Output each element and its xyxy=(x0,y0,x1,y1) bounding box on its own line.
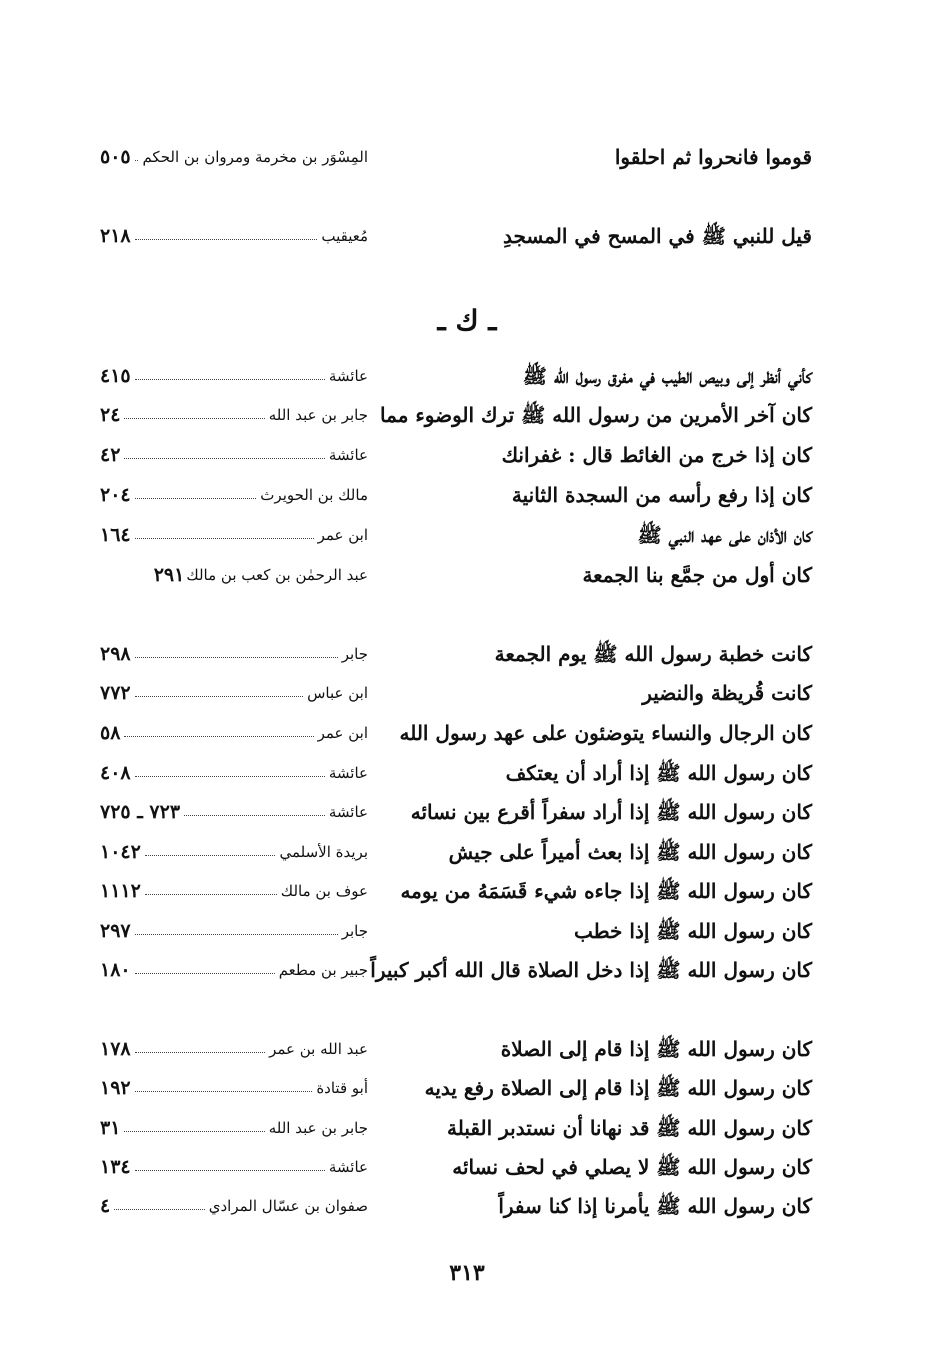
dot-leader xyxy=(145,894,277,895)
index-entry xyxy=(100,558,812,592)
narrator-name: عائشة xyxy=(328,367,368,385)
dot-leader xyxy=(135,973,275,974)
entry-reference xyxy=(100,953,368,987)
page-ref: ٤١٥ xyxy=(100,365,131,387)
dot-leader xyxy=(135,1091,313,1092)
page-number: ٣١٣ xyxy=(449,1260,485,1286)
dot-leader xyxy=(135,1052,265,1053)
hadith-text: كان الأذان على عهد النبي ﷺ xyxy=(637,523,812,547)
hadith-text: كان إذا خرج من الغائط قال : غفرانك xyxy=(501,443,812,467)
index-entry xyxy=(100,637,812,671)
index-entry xyxy=(100,1150,812,1184)
entry-reference xyxy=(100,756,368,790)
entry-reference xyxy=(100,558,368,592)
hadith-text: كان رسول الله ﷺ إذا أراد سفراً أقرع بين نسائه xyxy=(410,800,812,824)
index-entry xyxy=(100,1032,812,1066)
page-ref: ٢٤ xyxy=(100,404,121,426)
dot-leader xyxy=(135,160,139,161)
page-ref: ١٦٤ xyxy=(100,524,131,546)
narrator-name: عائشة xyxy=(328,803,368,821)
dot-leader xyxy=(135,934,338,935)
page-ref: ٣١ xyxy=(100,1117,121,1139)
index-entry xyxy=(100,359,812,393)
narrator-name: المِسْوَر بن مخرمة ومروان بن الحكم xyxy=(142,148,368,166)
entry-reference xyxy=(100,914,368,948)
entry-reference xyxy=(100,140,368,174)
index-entry xyxy=(100,676,812,710)
narrator-name: جابر xyxy=(341,922,368,940)
index-entry xyxy=(100,953,812,987)
index-entry xyxy=(100,518,812,552)
hadith-text: كانت قُريظة والنضير xyxy=(642,681,812,705)
index-entry xyxy=(100,716,812,750)
narrator-name: جابر xyxy=(341,645,368,663)
page-ref: ٧٢٣ ـ ٧٢٥ xyxy=(100,801,181,823)
page-ref: ٥٠٥ xyxy=(100,146,131,168)
hadith-text: كان رسول الله ﷺ إذا دخل الصلاة قال الله أكبر كبيراً xyxy=(370,958,812,982)
narrator-name: ابن عمر xyxy=(317,724,368,742)
index-entry xyxy=(100,398,812,432)
hadith-text: قيل للنبي ﷺ في المسح في المسجدِ xyxy=(502,224,812,248)
narrator-name: مُعيقيب xyxy=(321,227,368,245)
dot-leader xyxy=(135,379,325,380)
dot-leader xyxy=(135,776,325,777)
section-letter-heading: ـ ك ـ xyxy=(437,304,497,337)
narrator-name: جبير بن مطعم xyxy=(278,961,368,979)
dot-leader xyxy=(124,736,313,737)
entry-reference xyxy=(100,359,368,393)
narrator-name: بريدة الأسلمي xyxy=(279,843,368,861)
narrator-name: عائشة xyxy=(328,1158,368,1176)
page-ref: ٢١٨ xyxy=(100,225,131,247)
dot-leader xyxy=(124,458,324,459)
dot-leader xyxy=(135,498,257,499)
page-ref: ٤٠٨ xyxy=(100,762,131,784)
hadith-text: كان رسول الله ﷺ يأمرنا إذا كنا سفراً xyxy=(498,1194,812,1218)
dot-leader xyxy=(135,239,318,240)
entry-reference xyxy=(100,676,368,710)
entry-reference xyxy=(100,219,368,253)
hadith-text: كان رسول الله ﷺ إذا جاءه شيء قَسَمَهُ من يومه xyxy=(400,879,812,903)
hadith-text: كان آخر الأمرين من رسول الله ﷺ ترك الوضوء مما xyxy=(380,403,812,427)
index-entry xyxy=(100,140,812,174)
page-ref: ١٩٢ xyxy=(100,1077,131,1099)
hadith-text: كأني أنظر إلى وبيص الطيب في مفرق رسول الله ﷺ xyxy=(522,364,812,388)
entry-reference xyxy=(100,518,368,552)
dot-leader xyxy=(135,696,303,697)
entry-reference xyxy=(100,795,368,829)
entry-reference xyxy=(100,398,368,432)
index-entry xyxy=(100,438,812,472)
dot-leader xyxy=(124,418,264,419)
narrator-name: جابر بن عبد الله xyxy=(268,406,368,424)
index-entry xyxy=(100,219,812,253)
hadith-text: كان رسول الله ﷺ إذا قام إلى الصلاة xyxy=(500,1037,812,1061)
page-ref: ١٠٤٢ xyxy=(100,841,141,863)
index-entry xyxy=(100,874,812,908)
narrator-name: أبو قتادة xyxy=(316,1079,368,1097)
entry-reference xyxy=(100,1071,368,1105)
dot-leader xyxy=(184,815,325,816)
index-entry xyxy=(100,795,812,829)
hadith-text: كان إذا رفع رأسه من السجدة الثانية xyxy=(511,483,812,507)
dot-leader xyxy=(124,1131,264,1132)
page-ref: ١٣٤ xyxy=(100,1156,131,1178)
page-ref: ٢٩١ xyxy=(153,564,185,586)
dot-leader xyxy=(135,657,338,658)
narrator-name: عبد الرحمٰن بن كعب بن مالك xyxy=(186,566,368,584)
entry-reference xyxy=(100,716,368,750)
narrator-name: عائشة xyxy=(328,446,368,464)
hadith-text: كان رسول الله ﷺ إذا خطب xyxy=(574,919,812,943)
page-ref: ١٧٨ xyxy=(100,1038,131,1060)
hadith-text: كان رسول الله ﷺ إذا أراد أن يعتكف xyxy=(505,761,812,785)
dot-leader xyxy=(135,1170,325,1171)
dot-leader xyxy=(114,1209,205,1210)
entry-reference xyxy=(100,1189,368,1223)
index-entry xyxy=(100,914,812,948)
dot-leader xyxy=(145,855,276,856)
narrator-name: صفوان بن عسّال المرادي xyxy=(208,1197,368,1215)
dot-leader xyxy=(135,538,314,539)
page-ref: ٤٢ xyxy=(100,444,121,466)
narrator-name: ابن عمر xyxy=(317,526,368,544)
hadith-text: كان رسول الله ﷺ لا يصلي في لحف نسائه xyxy=(452,1155,812,1179)
hadith-text: كانت خطبة رسول الله ﷺ يوم الجمعة xyxy=(494,642,812,666)
page-ref: ٢٠٤ xyxy=(100,484,131,506)
index-entry xyxy=(100,835,812,869)
hadith-text: قوموا فانحروا ثم احلقوا xyxy=(614,145,812,169)
hadith-text: كان الرجال والنساء يتوضئون على عهد رسول الله xyxy=(399,721,812,745)
hadith-text: كان أول من جمَّع بنا الجمعة xyxy=(582,563,812,587)
page-ref: ١١١٢ xyxy=(100,880,141,902)
entry-reference xyxy=(100,637,368,671)
narrator-name: عائشة xyxy=(328,764,368,782)
hadith-text: كان رسول الله ﷺ إذا قام إلى الصلاة رفع يديه xyxy=(424,1076,812,1100)
entry-reference xyxy=(100,1111,368,1145)
narrator-name: مالك بن الحويرث xyxy=(260,486,368,504)
entry-reference xyxy=(100,478,368,512)
entry-reference xyxy=(100,874,368,908)
page-ref: ٢٩٧ xyxy=(100,920,131,942)
page-ref: ٢٩٨ xyxy=(100,643,131,665)
entry-reference xyxy=(100,835,368,869)
page-ref: ٤ xyxy=(100,1195,111,1217)
narrator-name: جابر بن عبد الله xyxy=(268,1119,368,1137)
index-entry xyxy=(100,1111,812,1145)
page-ref: ٧٧٢ xyxy=(100,682,131,704)
hadith-text: كان رسول الله ﷺ إذا بعث أميراً على جيش xyxy=(448,840,812,864)
page-ref: ٥٨ xyxy=(100,722,121,744)
narrator-name: ابن عباس xyxy=(307,684,368,702)
index-entry xyxy=(100,1189,812,1223)
entry-reference xyxy=(100,1032,368,1066)
index-entry xyxy=(100,478,812,512)
index-entry xyxy=(100,756,812,790)
entry-reference xyxy=(100,438,368,472)
narrator-name: عوف بن مالك xyxy=(280,882,368,900)
entry-reference xyxy=(100,1150,368,1184)
page-ref: ١٨٠ xyxy=(100,959,131,981)
narrator-name: عبد الله بن عمر xyxy=(269,1040,368,1058)
hadith-text: كان رسول الله ﷺ قد نهانا أن نستدبر القبلة xyxy=(447,1116,812,1140)
index-entry xyxy=(100,1071,812,1105)
